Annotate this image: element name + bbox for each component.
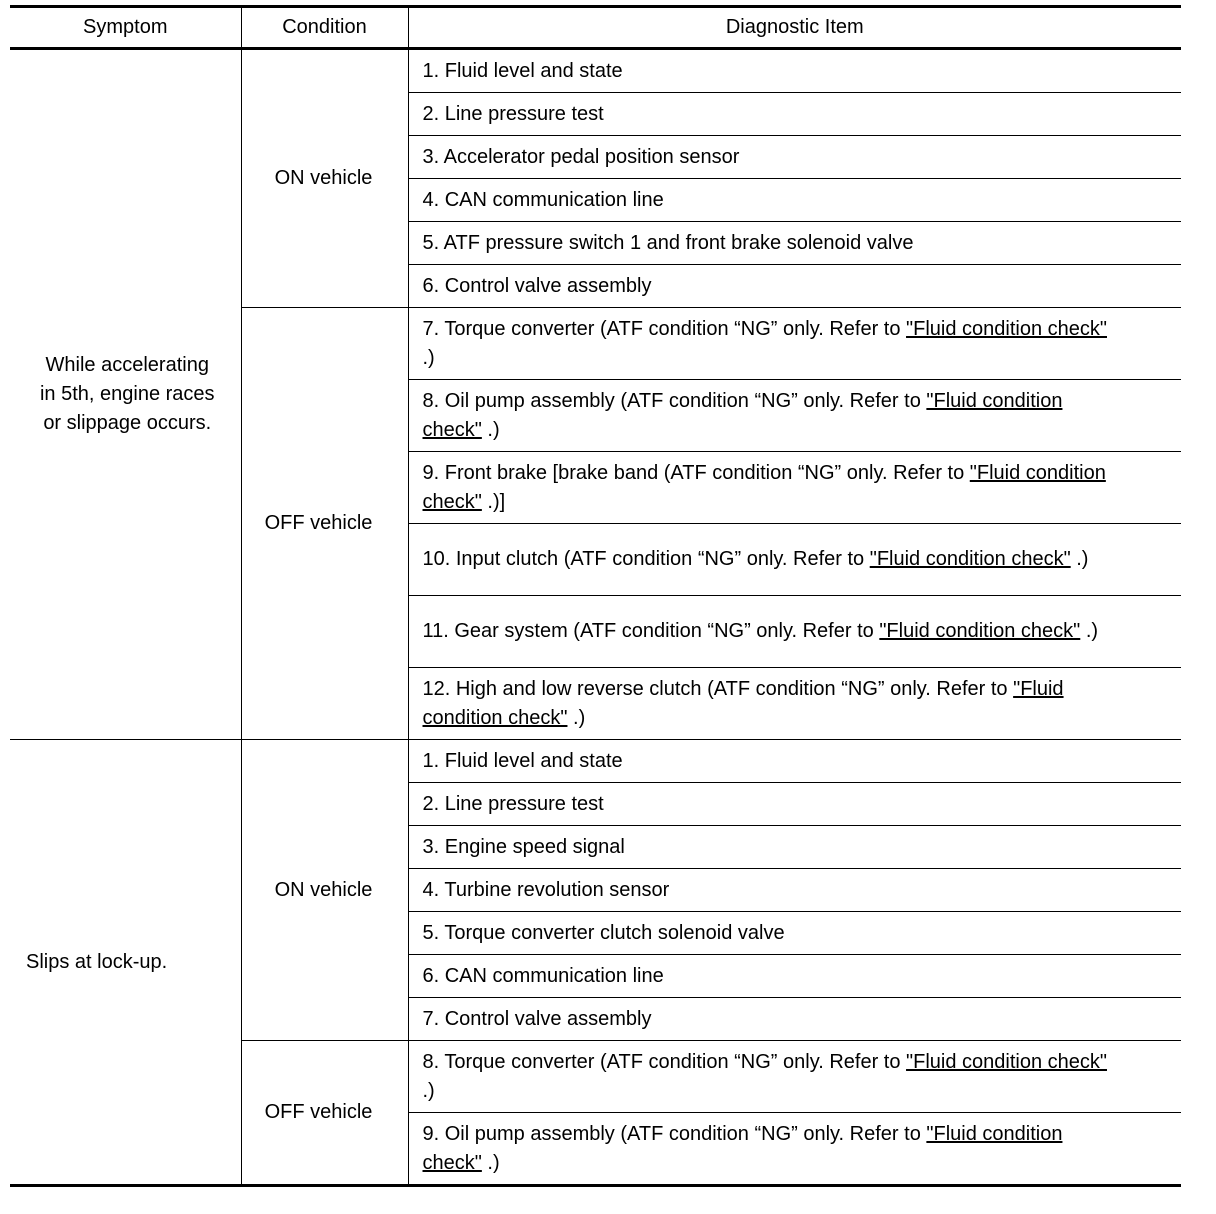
item-text: .) (422, 1079, 435, 1102)
item-text: .) (481, 1151, 500, 1174)
diagnostic-item: 7. Control valve assembly (408, 998, 1181, 1041)
diagnostic-item (408, 668, 1181, 740)
symptom-text: Slips at lock-up. (26, 950, 168, 973)
diagnostic-item (408, 452, 1181, 524)
fluid-condition-check-link[interactable]: "Fluid condition check" (906, 317, 1107, 340)
item-text: 12. High and low reverse clutch (ATF condition “NG” only. Refer to (422, 677, 1014, 700)
fluid-condition-check-link[interactable]: "Fluid condition check" (906, 1050, 1107, 1073)
item-text: 10. Input clutch (ATF condition “NG” only. Refer to (422, 548, 870, 570)
diagnostic-item: 3. Accelerator pedal position sensor (408, 136, 1181, 179)
item-text: 8. Oil pump assembly (ATF condition “NG” only. Refer to (422, 389, 927, 412)
condition-off-vehicle: OFF vehicle (241, 308, 408, 740)
diagnostic-item (408, 1113, 1181, 1186)
item-text: 9. Front brake [brake band (ATF condition “NG” only. Refer to (422, 461, 970, 484)
item-text: .) (1070, 548, 1089, 570)
table-row (10, 49, 1181, 93)
diagnostic-item: 6. CAN communication line (408, 955, 1181, 998)
item-text: .) (481, 418, 500, 441)
diagnostic-item: 2. Line pressure test (408, 783, 1181, 826)
condition-on-vehicle: ON vehicle (241, 49, 408, 308)
item-text: 11. Gear system (ATF condition “NG” only. Refer to (422, 620, 880, 642)
item-text: .) (422, 346, 435, 369)
item-text: 7. Torque converter (ATF condition “NG” only. Refer to (422, 317, 907, 340)
diagnostic-item: 1. Fluid level and state (408, 740, 1181, 783)
symptom-text: in 5th, engine races (39, 383, 215, 405)
header-diagnostic-item: Diagnostic Item (408, 7, 1181, 49)
diagnostic-item: 4. CAN communication line (408, 179, 1181, 222)
item-text: .) (1080, 620, 1099, 642)
diagnostic-item (408, 1041, 1181, 1113)
condition-off-vehicle: OFF vehicle (241, 1041, 408, 1186)
diagnostic-item (408, 524, 1181, 596)
item-text: 8. Torque converter (ATF condition “NG” only. Refer to (422, 1050, 907, 1073)
item-text: .) (567, 706, 586, 729)
symptom-text: or slippage occurs. (43, 412, 212, 434)
item-text: .)] (481, 490, 506, 513)
symptom-cell (10, 740, 241, 1186)
fluid-condition-check-link[interactable]: "Fluid condition check" (879, 620, 1081, 642)
fluid-condition-check-link[interactable]: "Fluid condition check" (422, 461, 1106, 513)
header-condition: Condition (241, 7, 408, 49)
fluid-condition-check-link[interactable]: "Fluid condition check" (869, 548, 1071, 570)
diagnostic-item (408, 596, 1181, 668)
diagnostic-table (10, 5, 1181, 1187)
diagnostic-item: 2. Line pressure test (408, 93, 1181, 136)
item-text: 9. Oil pump assembly (ATF condition “NG” only. Refer to (422, 1122, 927, 1145)
condition-on-vehicle: ON vehicle (241, 740, 408, 1041)
fluid-condition-check-link[interactable]: "Fluid condition check" (422, 389, 1063, 441)
diagnostic-item: 6. Control valve assembly (408, 265, 1181, 308)
diagnostic-item: 5. Torque converter clutch solenoid valve (408, 912, 1181, 955)
diagnostic-item: 4. Turbine revolution sensor (408, 869, 1181, 912)
diagnostic-item (408, 308, 1181, 380)
fluid-condition-check-link[interactable]: "Fluid condition check" (422, 1122, 1063, 1174)
diagnostic-item (408, 380, 1181, 452)
header-row (10, 7, 1181, 49)
header-symptom: Symptom (10, 7, 241, 49)
symptom-text: While accelerating (45, 354, 209, 376)
diagnostic-item: 3. Engine speed signal (408, 826, 1181, 869)
table-row (10, 740, 1181, 783)
diagnostic-item: 1. Fluid level and state (408, 49, 1181, 93)
diagnostic-item: 5. ATF pressure switch 1 and front brake solenoid valve (408, 222, 1181, 265)
symptom-cell (10, 49, 241, 740)
fluid-condition-check-link[interactable]: "Fluid condition check" (422, 677, 1064, 729)
